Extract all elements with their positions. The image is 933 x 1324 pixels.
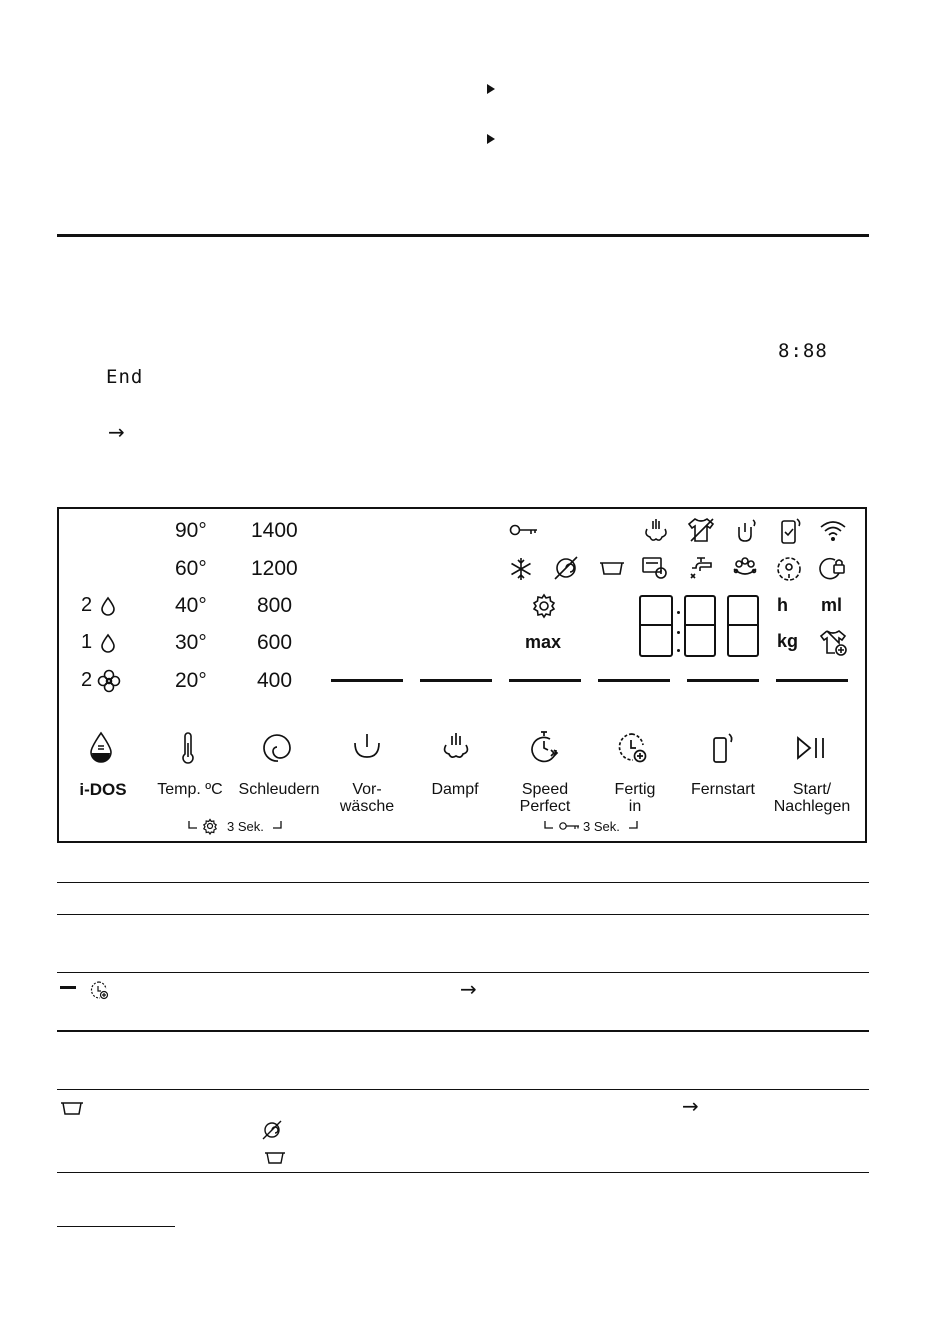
finish-in-icon: [90, 980, 110, 1000]
bar-icon: [60, 986, 76, 989]
basin-icon: [264, 1152, 286, 1165]
no-water-tap-icon: [687, 555, 713, 581]
bullet-marker: [487, 84, 495, 94]
status-bar: [598, 679, 670, 682]
prewash-icon[interactable]: [353, 733, 381, 761]
end-display-glyph: End: [106, 366, 144, 388]
start-button-label: Start/ Nachlegen: [773, 781, 851, 815]
basin-icon: [60, 1102, 84, 1116]
finish-in-icon[interactable]: [617, 731, 649, 765]
table-rule: [57, 1089, 869, 1090]
decimal-dot: [677, 649, 680, 652]
arrow-icon: →: [460, 977, 477, 1001]
unit-kg: kg: [777, 631, 799, 651]
detergent-alert-icon: [641, 555, 669, 581]
footnote-rule: [57, 1226, 175, 1227]
temp-30: 30°: [175, 631, 207, 654]
idos-level-2-num: 1: [81, 631, 93, 653]
table-rule: [57, 914, 869, 915]
unit-ml: ml: [821, 595, 843, 615]
status-bar: [776, 679, 848, 682]
spin-1400: 1400: [251, 519, 298, 542]
remote-start-button-label: Fernstart: [690, 781, 755, 798]
phone-check-icon: [779, 517, 803, 545]
spin-icon[interactable]: [263, 733, 293, 763]
table-rule: [57, 972, 869, 973]
temp-20: 20°: [175, 669, 207, 692]
speed-perfect-icon[interactable]: [529, 731, 561, 763]
wifi-icon: [819, 519, 847, 541]
spin-800: 800: [257, 594, 293, 617]
status-bar: [509, 679, 581, 682]
key-icon: [509, 523, 539, 537]
spin-1200: 1200: [251, 557, 298, 580]
thermometer-icon[interactable]: [181, 733, 195, 765]
remote-start-icon[interactable]: [711, 733, 735, 763]
display-digit: [684, 595, 716, 657]
settings-hint: 3 Sek.: [227, 819, 264, 834]
temp-40: 40°: [175, 594, 207, 617]
idos-drop-icon[interactable]: [89, 731, 113, 763]
time-display-glyph: 8:88: [778, 340, 828, 362]
foam-icon: [731, 555, 759, 581]
drop-icon: [101, 634, 115, 652]
drum-clean-icon: [775, 555, 803, 583]
shirt-add-icon: [819, 629, 849, 657]
arrow-icon: →: [682, 1094, 699, 1118]
no-spin-icon: [553, 555, 579, 581]
idos-level-3-num: 2: [81, 669, 93, 691]
finish-in-button-label: Fertig in: [614, 781, 656, 815]
table-rule: [57, 882, 869, 883]
flower-icon: [97, 669, 121, 693]
no-spin-icon: [262, 1120, 282, 1140]
display-digit: [639, 595, 673, 657]
steam-button-label: Dampf: [431, 781, 479, 798]
display-digit: [727, 595, 759, 657]
idos-level-1-num: 2: [81, 594, 93, 616]
spin-button-label: Schleudern: [238, 781, 320, 798]
hand-wash-icon: [735, 517, 759, 543]
spin-400: 400: [257, 669, 293, 692]
unit-h: h: [777, 595, 788, 615]
section-rule: [57, 234, 869, 237]
control-panel: [57, 507, 867, 843]
prewash-button-label: Vor- wäsche: [339, 781, 395, 815]
colon-dot: [677, 631, 680, 634]
bullet-marker: [487, 134, 495, 144]
shirt-no-iron-icon: [687, 517, 715, 543]
idos-button-label: i-DOS: [79, 780, 127, 799]
basin-icon: [599, 562, 625, 576]
start-pause-icon[interactable]: [796, 735, 828, 761]
lock-hint: 3 Sek.: [583, 819, 620, 834]
table-rule: [57, 1030, 869, 1032]
table-rule: [57, 1172, 869, 1173]
arrow-icon: →: [108, 420, 125, 444]
drop-icon: [101, 597, 115, 615]
temp-button-label: Temp. ºC: [157, 781, 223, 798]
colon-dot: [677, 611, 680, 614]
temp-60: 60°: [175, 557, 207, 580]
gear-icon: [531, 593, 557, 619]
speed-perfect-button-label: Speed Perfect: [519, 781, 571, 815]
spin-600: 600: [257, 631, 293, 654]
snowflake-icon: [509, 557, 533, 581]
status-bar: [420, 679, 492, 682]
steam-icon: [643, 517, 669, 543]
status-bar: [331, 679, 403, 682]
temp-90: 90°: [175, 519, 207, 542]
max-label: max: [525, 632, 562, 652]
status-bar: [687, 679, 759, 682]
door-lock-icon: [817, 555, 847, 583]
steam-icon[interactable]: [441, 731, 471, 761]
